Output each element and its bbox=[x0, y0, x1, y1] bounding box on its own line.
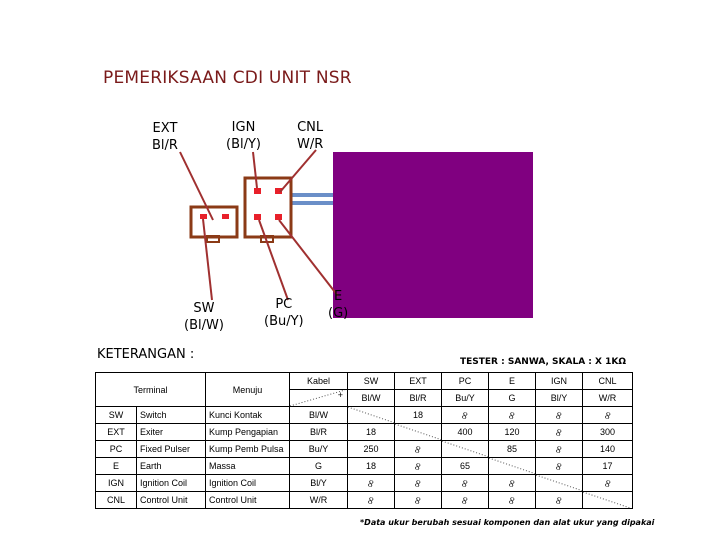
row-value bbox=[395, 458, 442, 475]
page-title: PEMERIKSAAN CDI UNIT NSR bbox=[103, 68, 352, 88]
row-value bbox=[489, 458, 536, 475]
row-menuju: Kunci Kontak bbox=[206, 407, 290, 424]
footnote: *Data ukur berubah sesuai komponen dan alat ukur yang dipakai bbox=[360, 518, 655, 527]
table-row bbox=[96, 407, 633, 424]
table-row bbox=[96, 424, 633, 441]
row-terminal-code: SW bbox=[96, 407, 137, 423]
infinity-value: ∞ bbox=[457, 476, 473, 490]
header-color-pc: Bu/Y bbox=[442, 390, 489, 407]
row-terminal bbox=[96, 407, 206, 424]
infinity-value: ∞ bbox=[551, 442, 567, 456]
connector-pins bbox=[200, 188, 282, 220]
row-value bbox=[489, 441, 536, 458]
infinity-value: ∞ bbox=[504, 493, 520, 507]
row-terminal-name: Exiter bbox=[140, 427, 164, 437]
row-menuju: Control Unit bbox=[206, 492, 290, 509]
label-sw: SW (Bl/W) bbox=[184, 301, 224, 333]
resistance-value: 250 bbox=[363, 444, 379, 454]
row-value bbox=[583, 424, 633, 441]
row-value bbox=[348, 407, 395, 424]
header-color-e: G bbox=[489, 390, 536, 407]
resistance-table bbox=[95, 372, 633, 509]
table-row bbox=[96, 492, 633, 509]
row-terminal-code: IGN bbox=[96, 475, 137, 491]
connector-small bbox=[191, 207, 237, 237]
resistance-value: 18 bbox=[412, 410, 423, 420]
row-terminal bbox=[96, 441, 206, 458]
plus-sign: + bbox=[337, 390, 343, 400]
infinity-value: ∞ bbox=[551, 459, 567, 473]
resistance-value: 65 bbox=[459, 461, 470, 471]
row-kabel: W/R bbox=[290, 492, 348, 509]
resistance-value: 18 bbox=[365, 427, 376, 437]
header-kabel-plus bbox=[290, 390, 348, 407]
resistance-value: 140 bbox=[599, 444, 616, 454]
row-value bbox=[583, 407, 633, 424]
header-col-ign: IGN bbox=[536, 373, 583, 390]
row-value bbox=[536, 407, 583, 424]
row-kabel: Bl/Y bbox=[290, 475, 348, 492]
infinity-value: ∞ bbox=[504, 408, 520, 422]
row-value bbox=[395, 424, 442, 441]
row-terminal bbox=[96, 424, 206, 441]
row-value bbox=[395, 492, 442, 509]
header-terminal: Terminal bbox=[96, 373, 206, 407]
label-e: E (G) bbox=[328, 289, 349, 321]
row-terminal-code: PC bbox=[96, 441, 137, 457]
row-value bbox=[489, 407, 536, 424]
row-value bbox=[348, 475, 395, 492]
connector-latch bbox=[207, 236, 219, 242]
row-terminal-code: E bbox=[96, 458, 137, 474]
row-menuju: Massa bbox=[206, 458, 290, 475]
row-terminal bbox=[96, 475, 206, 492]
row-kabel: Bl/W bbox=[290, 407, 348, 424]
table-row bbox=[96, 458, 633, 475]
row-terminal-name: Control Unit bbox=[140, 495, 188, 505]
row-value bbox=[348, 441, 395, 458]
row-value bbox=[489, 475, 536, 492]
label-pc: PC (Bu/Y) bbox=[264, 297, 304, 329]
keterangan-heading: KETERANGAN : bbox=[97, 347, 195, 362]
row-value bbox=[395, 441, 442, 458]
label-ext: EXT Bl/R bbox=[152, 121, 178, 153]
header-col-sw: SW bbox=[348, 373, 395, 390]
row-value bbox=[442, 424, 489, 441]
table-header-row bbox=[96, 373, 633, 390]
row-value bbox=[395, 407, 442, 424]
infinity-value: ∞ bbox=[410, 459, 426, 473]
row-value bbox=[489, 492, 536, 509]
row-terminal-name: Ignition Coil bbox=[140, 478, 188, 488]
resistance-value: 85 bbox=[506, 444, 517, 454]
row-terminal-code: CNL bbox=[96, 492, 137, 508]
infinity-value: ∞ bbox=[363, 493, 379, 507]
row-value bbox=[583, 458, 633, 475]
row-menuju: Kump Pemb Pulsa bbox=[206, 441, 290, 458]
row-value bbox=[395, 475, 442, 492]
infinity-value: ∞ bbox=[457, 493, 473, 507]
row-terminal-name: Earth bbox=[140, 461, 162, 471]
row-value bbox=[583, 441, 633, 458]
resistance-value: 18 bbox=[365, 461, 376, 471]
row-value bbox=[536, 441, 583, 458]
row-terminal bbox=[96, 458, 206, 475]
table-row bbox=[96, 441, 633, 458]
header-color-ext: Bl/R bbox=[395, 390, 442, 407]
infinity-value: ∞ bbox=[551, 425, 567, 439]
row-value bbox=[442, 458, 489, 475]
header-color-cnl: W/R bbox=[583, 390, 633, 407]
infinity-value: ∞ bbox=[410, 442, 426, 456]
table-row bbox=[96, 475, 633, 492]
row-terminal-code: EXT bbox=[96, 424, 137, 440]
row-value bbox=[489, 424, 536, 441]
infinity-value: ∞ bbox=[551, 408, 567, 422]
header-col-pc: PC bbox=[442, 373, 489, 390]
resistance-value: 120 bbox=[504, 427, 520, 437]
header-col-e: E bbox=[489, 373, 536, 390]
tester-info: TESTER : SANWA, SKALA : X 1KΩ bbox=[460, 357, 626, 367]
row-kabel: G bbox=[290, 458, 348, 475]
row-value bbox=[348, 424, 395, 441]
infinity-value: ∞ bbox=[599, 476, 616, 490]
row-value bbox=[536, 475, 583, 492]
infinity-value: ∞ bbox=[410, 493, 426, 507]
header-color-ign: Bl/Y bbox=[536, 390, 583, 407]
signal-wires bbox=[180, 150, 338, 300]
infinity-value: ∞ bbox=[504, 476, 520, 490]
row-value bbox=[536, 458, 583, 475]
infinity-value: ∞ bbox=[457, 408, 473, 422]
resistance-value: 300 bbox=[599, 427, 616, 437]
row-menuju: Ignition Coil bbox=[206, 475, 290, 492]
row-terminal-name: Switch bbox=[140, 410, 167, 420]
cdi-unit-body bbox=[333, 152, 533, 318]
resistance-value: 17 bbox=[602, 461, 613, 471]
row-value bbox=[442, 492, 489, 509]
infinity-value: ∞ bbox=[551, 493, 567, 507]
row-value bbox=[442, 475, 489, 492]
row-terminal-name: Fixed Pulser bbox=[140, 444, 191, 454]
infinity-value: ∞ bbox=[410, 476, 426, 490]
row-value bbox=[348, 492, 395, 509]
row-value bbox=[348, 458, 395, 475]
row-kabel: Bl/R bbox=[290, 424, 348, 441]
row-terminal bbox=[96, 492, 206, 509]
infinity-value: ∞ bbox=[599, 408, 616, 422]
header-kabel: Kabel bbox=[290, 373, 348, 390]
row-value bbox=[583, 475, 633, 492]
row-value bbox=[442, 441, 489, 458]
header-color-sw: Bl/W bbox=[348, 390, 395, 407]
row-value bbox=[536, 492, 583, 509]
row-value bbox=[442, 407, 489, 424]
header-menuju: Menuju bbox=[206, 373, 290, 407]
row-value bbox=[583, 492, 633, 509]
header-col-cnl: CNL bbox=[583, 373, 633, 390]
infinity-value: ∞ bbox=[363, 476, 379, 490]
row-kabel: Bu/Y bbox=[290, 441, 348, 458]
row-menuju: Kump Pengapian bbox=[206, 424, 290, 441]
label-cnl: CNL W/R bbox=[297, 120, 324, 152]
resistance-value: 400 bbox=[457, 427, 473, 437]
label-ign: IGN (Bl/Y) bbox=[226, 120, 261, 152]
header-col-ext: EXT bbox=[395, 373, 442, 390]
row-value bbox=[536, 424, 583, 441]
